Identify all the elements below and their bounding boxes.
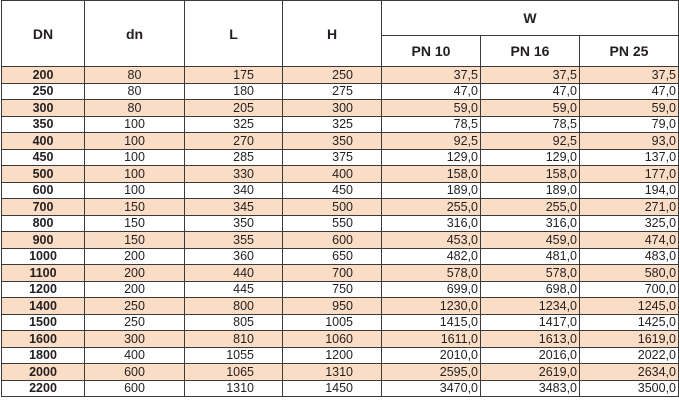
cell-h: 700 — [283, 265, 382, 282]
cell-dn: 1000 — [2, 248, 85, 265]
cell-pn16: 92,5 — [481, 133, 580, 150]
cell-h: 1450 — [283, 380, 382, 397]
cell-pn10: 578,0 — [382, 265, 481, 282]
cell-dn-small: 80 — [85, 100, 185, 117]
cell-dn: 400 — [2, 133, 85, 150]
cell-h: 450 — [283, 182, 382, 199]
cell-dn: 800 — [2, 215, 85, 232]
table-row — [2, 182, 679, 199]
cell-dn: 900 — [2, 232, 85, 249]
table-row — [2, 116, 679, 133]
cell-pn10: 37,5 — [382, 67, 481, 84]
cell-pn25: 1245,0 — [580, 298, 679, 315]
cell-h: 350 — [283, 133, 382, 150]
cell-pn10: 1611,0 — [382, 331, 481, 348]
cell-pn25: 271,0 — [580, 199, 679, 216]
cell-pn25: 580,0 — [580, 265, 679, 282]
cell-l: 345 — [185, 199, 283, 216]
table-row — [2, 331, 679, 348]
cell-pn10: 316,0 — [382, 215, 481, 232]
cell-l: 175 — [185, 67, 283, 84]
cell-h: 1200 — [283, 347, 382, 364]
cell-dn: 700 — [2, 199, 85, 216]
cell-l: 285 — [185, 149, 283, 166]
cell-pn16: 1417,0 — [481, 314, 580, 331]
cell-pn16: 481,0 — [481, 248, 580, 265]
cell-pn10: 158,0 — [382, 166, 481, 183]
header-pn25: PN 25 — [580, 36, 679, 67]
cell-dn-small: 600 — [85, 380, 185, 397]
cell-pn25: 474,0 — [580, 232, 679, 249]
cell-dn-small: 80 — [85, 67, 185, 84]
cell-l: 325 — [185, 116, 283, 133]
cell-l: 810 — [185, 331, 283, 348]
cell-pn16: 2619,0 — [481, 364, 580, 381]
cell-dn-small: 150 — [85, 232, 185, 249]
cell-pn25: 700,0 — [580, 281, 679, 298]
cell-dn-small: 250 — [85, 298, 185, 315]
cell-pn25: 1425,0 — [580, 314, 679, 331]
cell-l: 360 — [185, 248, 283, 265]
cell-pn10: 3470,0 — [382, 380, 481, 397]
cell-pn16: 59,0 — [481, 100, 580, 117]
table-row — [2, 347, 679, 364]
table-row — [2, 248, 679, 265]
cell-pn10: 453,0 — [382, 232, 481, 249]
cell-pn16: 459,0 — [481, 232, 580, 249]
cell-h: 275 — [283, 83, 382, 100]
cell-dn: 1600 — [2, 331, 85, 348]
cell-h: 500 — [283, 199, 382, 216]
table-row — [2, 314, 679, 331]
cell-h: 1310 — [283, 364, 382, 381]
cell-h: 650 — [283, 248, 382, 265]
cell-dn-small: 200 — [85, 265, 185, 282]
cell-pn25: 137,0 — [580, 149, 679, 166]
cell-pn16: 1234,0 — [481, 298, 580, 315]
cell-pn10: 59,0 — [382, 100, 481, 117]
cell-l: 805 — [185, 314, 283, 331]
cell-pn10: 482,0 — [382, 248, 481, 265]
cell-dn-small: 150 — [85, 215, 185, 232]
cell-dn: 500 — [2, 166, 85, 183]
cell-l: 800 — [185, 298, 283, 315]
cell-pn25: 59,0 — [580, 100, 679, 117]
cell-dn-small: 80 — [85, 83, 185, 100]
cell-pn25: 1619,0 — [580, 331, 679, 348]
cell-l: 340 — [185, 182, 283, 199]
cell-h: 325 — [283, 116, 382, 133]
cell-pn25: 93,0 — [580, 133, 679, 150]
cell-dn: 350 — [2, 116, 85, 133]
cell-pn10: 2595,0 — [382, 364, 481, 381]
cell-l: 180 — [185, 83, 283, 100]
cell-dn-small: 100 — [85, 182, 185, 199]
cell-pn25: 483,0 — [580, 248, 679, 265]
cell-pn16: 37,5 — [481, 67, 580, 84]
cell-h: 750 — [283, 281, 382, 298]
cell-h: 950 — [283, 298, 382, 315]
cell-l: 270 — [185, 133, 283, 150]
cell-pn25: 47,0 — [580, 83, 679, 100]
cell-pn16: 255,0 — [481, 199, 580, 216]
table-row — [2, 281, 679, 298]
cell-pn16: 78,5 — [481, 116, 580, 133]
cell-dn: 450 — [2, 149, 85, 166]
cell-pn25: 194,0 — [580, 182, 679, 199]
table-row — [2, 67, 679, 84]
cell-pn16: 2016,0 — [481, 347, 580, 364]
table-row — [2, 166, 679, 183]
cell-dn: 200 — [2, 67, 85, 84]
cell-pn10: 699,0 — [382, 281, 481, 298]
cell-dn-small: 300 — [85, 331, 185, 348]
header-row-1 — [2, 1, 679, 36]
cell-dn-small: 600 — [85, 364, 185, 381]
cell-dn-small: 100 — [85, 116, 185, 133]
cell-pn16: 316,0 — [481, 215, 580, 232]
cell-dn: 1500 — [2, 314, 85, 331]
cell-h: 400 — [283, 166, 382, 183]
table-row — [2, 133, 679, 150]
cell-dn: 600 — [2, 182, 85, 199]
header-w: W — [382, 1, 679, 36]
cell-l: 350 — [185, 215, 283, 232]
cell-h: 550 — [283, 215, 382, 232]
table-row — [2, 380, 679, 397]
cell-pn16: 158,0 — [481, 166, 580, 183]
table-row — [2, 83, 679, 100]
cell-pn16: 578,0 — [481, 265, 580, 282]
table-body — [2, 67, 679, 397]
cell-dn: 1400 — [2, 298, 85, 315]
cell-pn10: 1230,0 — [382, 298, 481, 315]
cell-dn-small: 200 — [85, 248, 185, 265]
cell-pn10: 255,0 — [382, 199, 481, 216]
table-row — [2, 298, 679, 315]
cell-pn10: 189,0 — [382, 182, 481, 199]
cell-dn: 250 — [2, 83, 85, 100]
table-row — [2, 100, 679, 117]
cell-dn: 2200 — [2, 380, 85, 397]
cell-dn-small: 150 — [85, 199, 185, 216]
header-pn16: PN 16 — [481, 36, 580, 67]
cell-pn25: 2634,0 — [580, 364, 679, 381]
header-dn-small: dn — [85, 1, 185, 67]
cell-pn25: 37,5 — [580, 67, 679, 84]
cell-l: 355 — [185, 232, 283, 249]
cell-pn25: 325,0 — [580, 215, 679, 232]
cell-pn16: 3483,0 — [481, 380, 580, 397]
cell-h: 1060 — [283, 331, 382, 348]
cell-pn16: 698,0 — [481, 281, 580, 298]
cell-h: 600 — [283, 232, 382, 249]
cell-pn16: 1613,0 — [481, 331, 580, 348]
table-row — [2, 265, 679, 282]
cell-pn10: 78,5 — [382, 116, 481, 133]
cell-h: 300 — [283, 100, 382, 117]
cell-l: 440 — [185, 265, 283, 282]
cell-pn10: 1415,0 — [382, 314, 481, 331]
cell-pn16: 129,0 — [481, 149, 580, 166]
header-l: L — [185, 1, 283, 67]
cell-l: 1310 — [185, 380, 283, 397]
cell-dn: 1200 — [2, 281, 85, 298]
header-h: H — [283, 1, 382, 67]
cell-dn-small: 400 — [85, 347, 185, 364]
table-header — [2, 1, 679, 67]
cell-pn16: 47,0 — [481, 83, 580, 100]
table-row — [2, 149, 679, 166]
cell-pn25: 2022,0 — [580, 347, 679, 364]
cell-l: 445 — [185, 281, 283, 298]
cell-pn10: 2010,0 — [382, 347, 481, 364]
cell-pn25: 177,0 — [580, 166, 679, 183]
cell-dn-small: 200 — [85, 281, 185, 298]
table-row — [2, 199, 679, 216]
cell-pn10: 92,5 — [382, 133, 481, 150]
cell-l: 330 — [185, 166, 283, 183]
cell-dn-small: 100 — [85, 133, 185, 150]
cell-h: 250 — [283, 67, 382, 84]
cell-l: 1055 — [185, 347, 283, 364]
cell-h: 375 — [283, 149, 382, 166]
dimensions-table — [1, 0, 679, 397]
cell-dn-small: 250 — [85, 314, 185, 331]
cell-pn10: 129,0 — [382, 149, 481, 166]
cell-dn: 1100 — [2, 265, 85, 282]
cell-pn16: 189,0 — [481, 182, 580, 199]
header-pn10: PN 10 — [382, 36, 481, 67]
cell-dn: 2000 — [2, 364, 85, 381]
cell-dn-small: 100 — [85, 149, 185, 166]
table-row — [2, 364, 679, 381]
cell-dn: 300 — [2, 100, 85, 117]
cell-pn10: 47,0 — [382, 83, 481, 100]
cell-l: 205 — [185, 100, 283, 117]
cell-dn-small: 100 — [85, 166, 185, 183]
cell-l: 1065 — [185, 364, 283, 381]
table-row — [2, 215, 679, 232]
cell-h: 1005 — [283, 314, 382, 331]
cell-dn: 1800 — [2, 347, 85, 364]
header-dn: DN — [2, 1, 85, 67]
table-row — [2, 232, 679, 249]
cell-pn25: 79,0 — [580, 116, 679, 133]
cell-pn25: 3500,0 — [580, 380, 679, 397]
